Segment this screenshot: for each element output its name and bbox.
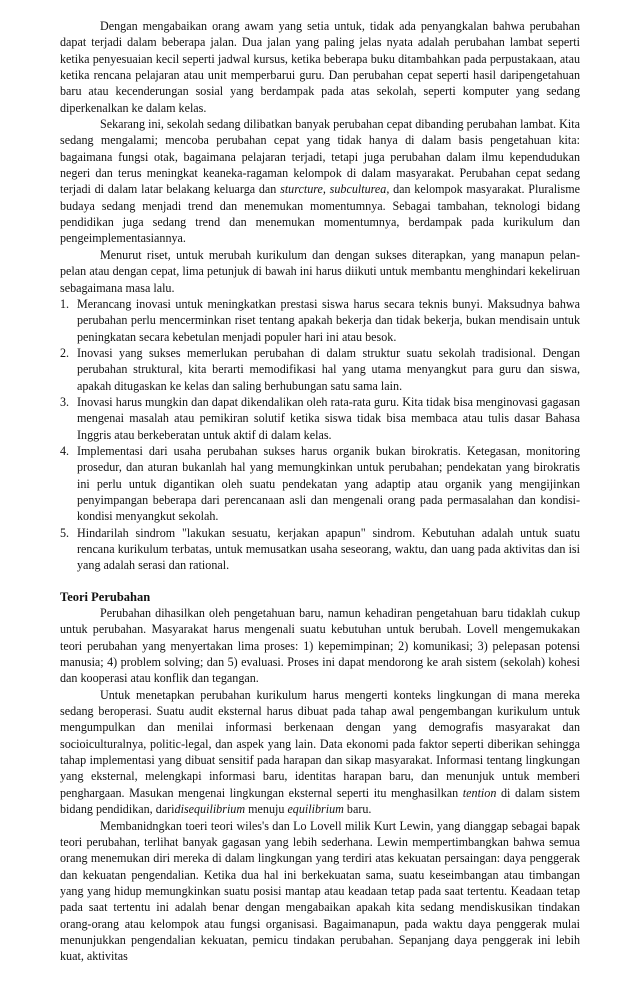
paragraph-research: Menurut riset, untuk merubah kurikulum dan dengan sukses diterapkan, yang manapun pelan-pelan atau dengan cepat, lima petunjuk di bawah ini harus diikuti untuk membantu menghindari kekeliruan sebagaimana masa lalu. — [60, 247, 580, 295]
paragraph-current-changes-text-a: Sekarang ini, sekolah sedang dilibatkan banyak perubahan cepat dibanding perubahan lambat. Kita sedang mengalami; mencoba perubahan cepat yang tidak hanya di dalam basis pengetahuan kita: bagaimana fungsi otak, bagaimana pelajaran terjadi, tetapi juga perubahan dalam ilmu kependudukan negeri dan terus meningkat keaneka-ragaman kelompok di dalam masyarakat. Perubahan cepat sedang terjadi di dalam latar belakang keluarga dan — [60, 117, 580, 197]
guideline-number: 4. — [60, 443, 70, 458]
guideline-item — [60, 345, 580, 394]
paragraph-context-text-d: baru. — [346, 802, 372, 817]
guideline-item — [60, 296, 580, 345]
paragraph-current-changes-text-b: , dan kelompok masyarakat. Pluralisme budaya sedang menjadi trend dan menemukan momentumnya. Sebagai tambahan, teknologi bidang pendidikan juga sedang trend dan menemukan momentumnya, berdampak pada kurikulum dan pengeimplementasiannya. — [60, 182, 580, 246]
guideline-number: 2. — [60, 345, 70, 360]
paragraph-context-text-c: menuju — [248, 802, 285, 817]
paragraph-current-changes — [60, 116, 580, 247]
section-heading-theory: Teori Perubahan — [60, 589, 151, 604]
italic-tention: tention — [462, 785, 497, 800]
paragraph-theory: Perubahan dihasilkan oleh pengetahuan baru, namun kehadiran pengetahuan baru tidaklah cukup untuk perubahan. Masyarakat harus mengenali suatu kebutuhan untuk berubah. Lovell mengemukakan teori perubahan yang menyertakan lima proses: 1) kepemimpinan; 2) komunikasi; 3) pelepasan potensi manusia; 4) problem solving; dan 5) evaluasi. Proses ini dapat mendorong ke arah sistem (sekolah) kohesi dan kooperasi atau konflik dan tegangan. — [60, 606, 580, 686]
guideline-text: Inovasi harus mungkin dan dapat dikendalikan oleh rata-rata guru. Kita tidak bisa menginovasi gagasan mengenai masalah atau pemikiran solutif ketika siswa tidak bisa membaca atau tulis dasar Bahasa Inggris atau berkeberatan untuk aktif di dalam kelas. — [77, 394, 580, 442]
paragraph-context — [60, 687, 580, 818]
paragraph-context-text-a: Untuk menetapkan perubahan kurikulum harus mengerti konteks lingkungan di mana mereka sedang beroperasi. Suatu audit eksternal harus dibuat pada tahap awal pengembangan kurikulum untuk mengumpulkan dan menilai informasi berkenaan dengan yang demografis masyarakat dan socioiculturalnya, politic-legal, dan aspek yang lain. Data ekonomi pada faktor seperti diberikan sehingga tahap implementasi yang dibuat sensitif pada harapan dan sikap masyarakat. Informasi tentang lingkungan yang eksternal, melengkapi informasi baru, identitas harapan baru, dan menunjuk untuk memberi penghargaan. Masukan mengenai lingkungan eksternal seperti itu menghasilkan — [60, 687, 580, 800]
paragraph-intro: Dengan mengabaikan orang awam yang setia untuk, tidak ada penyangkalan bahwa perubahan dapat terjadi dalam beberapa jalan. Dua jalan yang paling jelas nyata adalah perubahan lambat seperti ketika penyesuaian kecil seperti jadwal kursus, ketika beberapa buku ditambahkan pada perpustakaan, atau ketika rencana pelajaran atau unit memperbarui guru. Dan perubahan cepat seperti hasil daripengetahuan baru atau kecenderungan sosial yang berdampak pada atas sekolah, seperti komputer yang sedang diperkenalkan ke dalam kelas. — [60, 19, 580, 115]
italic-structure-subculture: sturcture, subculturea — [280, 182, 387, 197]
guideline-number: 3. — [60, 394, 70, 409]
guideline-text: Merancang inovasi untuk meningkatkan prestasi siswa harus secara teknis bunyi. Maksudnya bahwa perubahan perlu mencerminkan riset tentang apakah bekerja dan tidak bekerja, bukan mendisain untuk peningkatan secara kebetulan menjadi populer hari ini atau besok. — [77, 296, 580, 344]
guideline-item — [60, 394, 580, 443]
paragraph-lewin: Membanidngkan toeri teori wiles's dan Lo Lovell milik Kurt Lewin, yang dianggap sebagai bapak teori perubahan, terlihat banyak gagasan yang lebih sederhana. Lewin mempertimbangkan bahwa semua orang menemukan diri mereka di dalam lingkungan yang terdiri atas kekuatan persaingan: daya penggerak dan kekuatan pengendalian. Ketika dua hal ini berkekuatan sama, suatu keseimbangan atau timbangan yang yang hidup memungkinkan suatu posisi mantap atau keadaan tetap pada saat tertentu. Keadaan tetap pada saat tertentu ini adalah benar dengan mengabaikan apakah kita sedang mendiskusikan tindakan orang-orang atau kelompok atau fungsi organisasi. Bagaimanapun, pada waktu daya penggerak mulai menunjukkan pengendalian kekuatan, pemicu tindakan perubahan. Sepanjang daya penggerak ini lebih kuat, aktivitas — [60, 818, 580, 964]
guideline-number: 5. — [60, 525, 70, 540]
guideline-number: 1. — [60, 296, 70, 311]
guidelines-list — [60, 296, 580, 574]
guideline-item — [60, 525, 580, 574]
guideline-text: Implementasi dari usaha perubahan sukses harus organik bukan birokratis. Ketegasan, monitoring prosedur, dan aturan bukanlah hal yang memungkinkan untuk perubahan; pendekatan yang birokratis ini perlu untuk digantikan oleh suatu pendekatan yang adaptip atau organik yang mengijinkan penyimpangan beberapa dari perencanaan asli dan mengenali orang pada permasalahan dan kondisi-kondisi menyangkut sekolah. — [77, 443, 580, 524]
italic-disequilibrium: disequilibrium — [174, 802, 246, 817]
guideline-text: Inovasi yang sukses memerlukan perubahan di dalam struktur suatu sekolah tradisional. Dengan perubahan struktural, kita berarti memodifikasi hal yang utama menyangkut para guru dan siswa, apakah ditugaskan ke kelas dan saling berhubungan satu sama lain. — [77, 345, 580, 393]
guideline-item — [60, 443, 580, 525]
italic-equilibrium: equilibrium — [287, 802, 344, 817]
guideline-text: Hindarilah sindrom "lakukan sesuatu, kerjakan apapun" sindrom. Kebutuhan adalah untuk suatu rencana kurikulum terbatas, untuk memusatkan usaha seseorang, waktu, dan uang pada aktivitas dan isi yang adalah serasi dan rational. — [77, 525, 580, 573]
paragraph-context-text-b: di dalam sistem bidang pendidikan, dari — [60, 785, 580, 817]
